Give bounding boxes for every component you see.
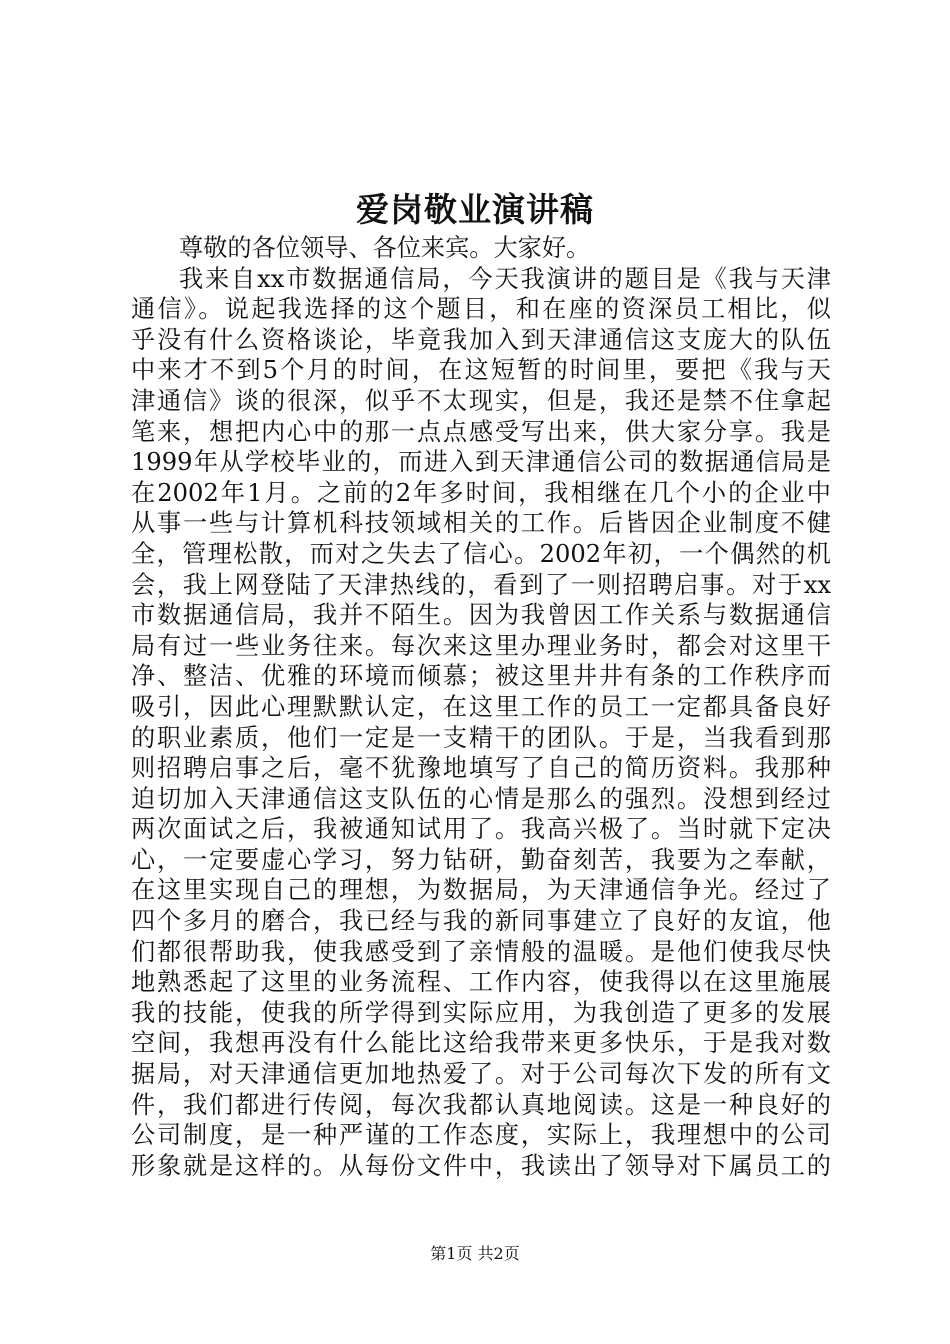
page-footer: 第1页 共2页 <box>430 1244 520 1263</box>
body-line: 公司制度，是一种严谨的工作态度，实际上，我理想中的公司 <box>131 1121 831 1150</box>
document-body <box>131 233 831 1181</box>
body-line: 从事一些与计算机科技领域相关的工作。后皆因企业制度不健 <box>131 509 831 538</box>
body-line: 的职业素质，他们一定是一支精干的团队。于是，当我看到那 <box>131 723 831 752</box>
body-line: 我来自xx市数据通信局，今天我演讲的题目是《我与天津 <box>179 264 831 293</box>
body-line: 尊敬的各位领导、各位来宾。大家好。 <box>179 234 591 262</box>
body-line: 津通信》谈的很深，似乎不太现实，但是，我还是禁不住拿起 <box>131 386 831 415</box>
body-line: 1999年从学校毕业的，而进入到天津通信公司的数据通信局是 <box>131 448 831 477</box>
body-line: 全，管理松散，而对之失去了信心。2002年初，一个偶然的机 <box>131 539 831 568</box>
body-line: 迫切加入天津通信这支队伍的心情是那么的强烈。没想到经过 <box>131 784 831 813</box>
body-line: 两次面试之后，我被通知试用了。我高兴极了。当时就下定决 <box>131 815 831 844</box>
body-line: 地熟悉起了这里的业务流程、工作内容，使我得以在这里施展 <box>131 968 831 997</box>
body-line: 在这里实现自己的理想，为数据局，为天津通信争光。经过了 <box>131 876 831 905</box>
body-line: 乎没有什么资格谈论，毕竟我加入到天津通信这支庞大的队伍 <box>131 325 831 354</box>
body-line: 笔来，想把内心中的那一点点感受写出来，供大家分享。我是 <box>131 417 831 446</box>
body-line: 吸引，因此心理默默认定，在这里工作的员工一定都具备良好 <box>131 692 831 721</box>
document-title: 爱岗敬业演讲稿 <box>356 190 594 229</box>
body-line: 件，我们都进行传阅，每次我都认真地阅读。这是一种良好的 <box>131 1090 831 1119</box>
body-line: 据局，对天津通信更加地热爱了。对于公司每次下发的所有文 <box>131 1060 831 1089</box>
body-line: 形象就是这样的。从每份文件中，我读出了领导对下属员工的 <box>131 1151 831 1180</box>
body-line: 局有过一些业务往来。每次来这里办理业务时，都会对这里干 <box>131 631 831 660</box>
body-line: 我的技能，使我的所学得到实际应用，为我创造了更多的发展 <box>131 998 831 1027</box>
body-line: 会，我上网登陆了天津热线的，看到了一则招聘启事。对于xx <box>131 570 831 599</box>
body-line: 空间，我想再没有什么能比这给我带来更多快乐，于是我对数 <box>131 1029 831 1058</box>
body-line: 市数据通信局，我并不陌生。因为我曾因工作关系与数据通信 <box>131 601 831 630</box>
body-line: 四个多月的磨合，我已经与我的新同事建立了良好的友谊，他 <box>131 907 831 936</box>
body-line: 通信》。说起我选择的这个题目，和在座的资深员工相比，似 <box>131 295 831 324</box>
body-line: 心，一定要虚心学习，努力钻研，勤奋刻苦，我要为之奉献， <box>131 845 831 874</box>
body-line: 净、整洁、优雅的环境而倾慕；被这里井井有条的工作秩序而 <box>131 662 831 691</box>
body-line: 在2002年1月。之前的2年多时间，我相继在几个小的企业中 <box>131 478 831 507</box>
body-line: 则招聘启事之后，毫不犹豫地填写了自己的简历资料。我那种 <box>131 754 831 783</box>
body-line: 中来才不到5个月的时间，在这短暂的时间里，要把《我与天 <box>131 356 831 385</box>
body-line: 们都很帮助我，使我感受到了亲情般的温暖。是他们使我尽快 <box>131 937 831 966</box>
